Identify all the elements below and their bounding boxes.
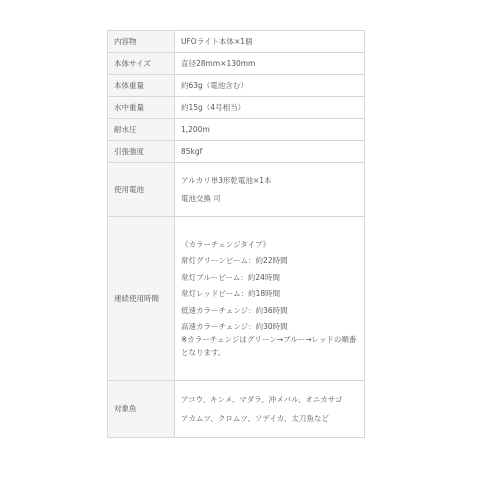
spec-value-line: 直径28mm×130mm bbox=[181, 58, 256, 68]
spec-row-target-fish bbox=[108, 381, 365, 438]
spec-value-line: 常灯グリーンビーム：約22時間 bbox=[181, 256, 288, 266]
spec-value bbox=[175, 31, 365, 53]
spec-label: 使用電池 bbox=[108, 163, 175, 217]
spec-row-contents bbox=[108, 31, 365, 53]
spec-label: 対象魚 bbox=[108, 381, 175, 438]
spec-note: ※カラーチェンジはグリーン→ブルー→レッドの順番 bbox=[181, 335, 357, 345]
spec-row-tensile-strength bbox=[108, 141, 365, 163]
spec-value-line: アコウ、キンメ、マダラ、沖メバル、オニカサゴ bbox=[181, 394, 343, 404]
spec-value-line: 約15g（4号相当） bbox=[181, 102, 246, 112]
spec-value-line: 1,200m bbox=[181, 124, 210, 134]
spec-value bbox=[175, 97, 365, 119]
spec-value-line: アカムツ、クロムツ、ソデイカ、太刀魚など bbox=[181, 414, 329, 423]
spec-row-body-weight bbox=[108, 75, 365, 97]
spec-value-line: 85kgf bbox=[181, 146, 203, 156]
spec-label: 連続使用時間 bbox=[108, 217, 175, 381]
spec-value bbox=[175, 53, 365, 75]
spec-label: 水中重量 bbox=[108, 97, 175, 119]
spec-value-line: 約63g（電池含む） bbox=[181, 80, 248, 90]
spec-label: 本体サイズ bbox=[108, 53, 175, 75]
spec-row-water-pressure bbox=[108, 119, 365, 141]
spec-value-line: UFOライト本体×1個 bbox=[181, 36, 253, 46]
spec-label: 引張強度 bbox=[108, 141, 175, 163]
spec-value bbox=[175, 141, 365, 163]
spec-row-continuous-use-time bbox=[108, 217, 365, 381]
spec-value bbox=[175, 217, 365, 381]
spec-value bbox=[175, 381, 365, 438]
spec-label: 本体重量 bbox=[108, 75, 175, 97]
spec-value-line: 常灯レッドビーム：約18時間 bbox=[181, 289, 281, 299]
spec-label: 内容物 bbox=[108, 31, 175, 53]
spec-table bbox=[107, 30, 365, 438]
spec-value-line: アルカリ単3形乾電池×1本 bbox=[181, 175, 272, 185]
spec-label: 耐水圧 bbox=[108, 119, 175, 141]
spec-value-line: 高速カラーチェンジ：約30時間 bbox=[181, 321, 288, 331]
spec-value bbox=[175, 75, 365, 97]
spec-row-underwater-weight bbox=[108, 97, 365, 119]
spec-row-battery bbox=[108, 163, 365, 217]
spec-row-body-size bbox=[108, 53, 365, 75]
spec-value-line: 電池交換 可 bbox=[181, 194, 221, 203]
spec-value bbox=[175, 119, 365, 141]
spec-value-line: 常灯ブルービーム：約24時間 bbox=[181, 272, 280, 282]
spec-value-line: 《カラーチェンジタイプ》 bbox=[181, 240, 271, 249]
spec-note: となります。 bbox=[181, 347, 226, 357]
spec-value bbox=[175, 163, 365, 217]
spec-value-line: 低速カラーチェンジ：約36時間 bbox=[181, 305, 288, 315]
